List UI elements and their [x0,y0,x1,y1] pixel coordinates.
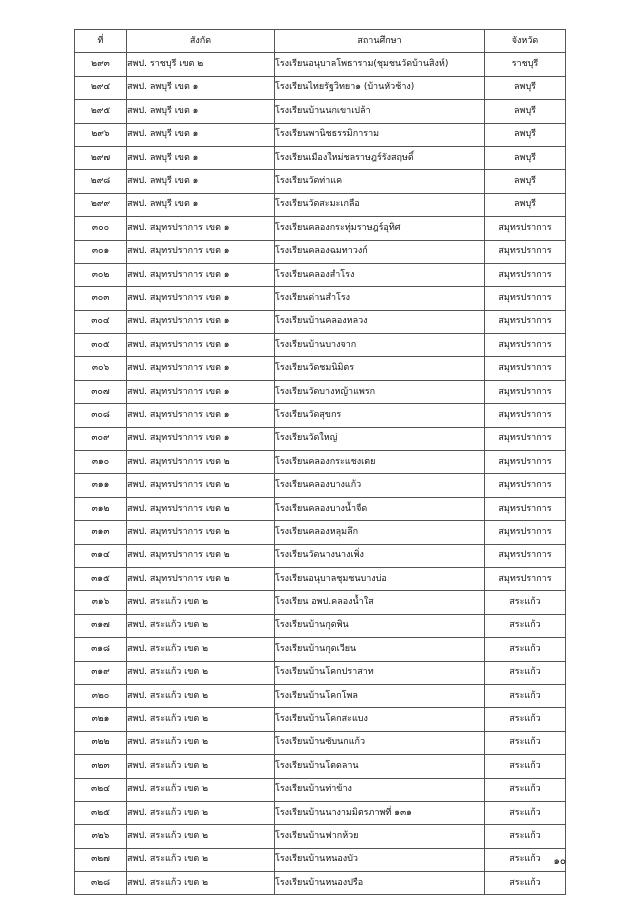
cell-no: ๓๒๖ [75,825,127,848]
cell-area: สพป. สมุทรปราการ เขต ๑ [127,240,275,263]
cell-school: โรงเรียนคลองหลุมลึก [275,521,485,544]
cell-province: สมุทรปราการ [485,357,566,380]
cell-province: ลพบุรี [485,193,566,216]
header-no: ที่ [75,30,127,53]
cell-area: สพป. สระแก้ว เขต ๒ [127,778,275,801]
table-row [75,872,566,895]
table-row [75,100,566,123]
cell-area: สพป. ลพบุรี เขต ๑ [127,170,275,193]
cell-school: โรงเรียนบ้านหนองบัว [275,848,485,871]
cell-area: สพป. สมุทรปราการ เขต ๒ [127,567,275,590]
cell-no: ๓๑๐ [75,451,127,474]
cell-area: สพป. สมุทรปราการ เขต ๒ [127,474,275,497]
cell-province: สระแก้ว [485,638,566,661]
cell-school: โรงเรียนวัดท่าแค [275,170,485,193]
cell-no: ๓๑๘ [75,638,127,661]
cell-area: สพป. สระแก้ว เขต ๒ [127,591,275,614]
cell-no: ๓๑๙ [75,661,127,684]
cell-school: โรงเรียนคลองฉมทาวงก์ [275,240,485,263]
cell-province: สระแก้ว [485,684,566,707]
cell-school: โรงเรียนคลองบางแก้ว [275,474,485,497]
cell-school: โรงเรียนพานิชธรรมิการาม [275,123,485,146]
cell-no: ๒๙๘ [75,170,127,193]
cell-area: สพป. ลพบุรี เขต ๑ [127,100,275,123]
cell-school: โรงเรียน อพป.คลองน้ำใส [275,591,485,614]
cell-area: สพป. สระแก้ว เขต ๒ [127,872,275,895]
cell-province: สมุทรปราการ [485,544,566,567]
school-table [74,29,566,895]
cell-province: ลพบุรี [485,123,566,146]
table-row [75,778,566,801]
cell-province: สระแก้ว [485,848,566,871]
cell-area: สพป. สระแก้ว เขต ๒ [127,801,275,824]
cell-no: ๒๙๓ [75,53,127,76]
cell-no: ๓๒๑ [75,708,127,731]
cell-area: สพป. สมุทรปราการ เขต ๑ [127,334,275,357]
cell-province: สระแก้ว [485,872,566,895]
cell-school: โรงเรียนบ้านโคกสะแบง [275,708,485,731]
cell-area: สพป. สมุทรปราการ เขต ๑ [127,427,275,450]
cell-school: โรงเรียนคลองบางน้ำจืด [275,497,485,520]
cell-no: ๓๑๓ [75,521,127,544]
cell-no: ๓๐๐ [75,217,127,240]
cell-school: โรงเรียนไทยรัฐวิทยา๑ (บ้านหัวช้าง) [275,76,485,99]
cell-province: สมุทรปราการ [485,567,566,590]
cell-school: โรงเรียนคลองกระทุ่มราษฎร์อุทิศ [275,217,485,240]
table-header-row [75,30,566,53]
cell-area: สพป. สมุทรปราการ เขต ๒ [127,544,275,567]
cell-area: สพป. สระแก้ว เขต ๒ [127,825,275,848]
cell-no: ๓๐๓ [75,287,127,310]
cell-province: สมุทรปราการ [485,287,566,310]
cell-area: สพป. สระแก้ว เขต ๒ [127,755,275,778]
cell-school: โรงเรียนวัดสะมะเกลือ [275,193,485,216]
cell-school: โรงเรียนบ้านโคกโพล [275,684,485,707]
cell-area: สพป. สระแก้ว เขต ๒ [127,684,275,707]
cell-area: สพป. สระแก้ว เขต ๒ [127,708,275,731]
cell-area: สพป. สมุทรปราการ เขต ๒ [127,451,275,474]
table-row [75,170,566,193]
cell-area: สพป. สมุทรปราการ เขต ๑ [127,380,275,403]
cell-area: สพป. สมุทรปราการ เขต ๑ [127,217,275,240]
cell-province: สมุทรปราการ [485,474,566,497]
cell-province: สมุทรปราการ [485,404,566,427]
cell-no: ๓๐๙ [75,427,127,450]
cell-school: โรงเรียนวัดชมนิมิตร [275,357,485,380]
cell-no: ๒๙๕ [75,100,127,123]
cell-school: โรงเรียนบ้านนางามมิตรภาพที่ ๑๓๑ [275,801,485,824]
cell-province: สมุทรปราการ [485,263,566,286]
cell-province: ลพบุรี [485,146,566,169]
cell-province: ลพบุรี [485,100,566,123]
cell-school: โรงเรียนคลองสำโรง [275,263,485,286]
table-row [75,76,566,99]
cell-school: โรงเรียนบ้านซับนกแก้ว [275,731,485,754]
cell-province: สระแก้ว [485,825,566,848]
cell-province: สระแก้ว [485,755,566,778]
cell-no: ๓๒๗ [75,848,127,871]
cell-province: ราชบุรี [485,53,566,76]
cell-province: สระแก้ว [485,778,566,801]
cell-province: สมุทรปราการ [485,497,566,520]
cell-area: สพป. สระแก้ว เขต ๒ [127,731,275,754]
header-province: จังหวัด [485,30,566,53]
cell-area: สพป. ลพบุรี เขต ๑ [127,123,275,146]
cell-no: ๓๒๐ [75,684,127,707]
cell-no: ๓๐๑ [75,240,127,263]
cell-province: สระแก้ว [485,614,566,637]
cell-area: สพป. สมุทรปราการ เขต ๒ [127,497,275,520]
cell-province: ลพบุรี [485,170,566,193]
cell-province: สระแก้ว [485,731,566,754]
cell-school: โรงเรียนอนุบาลชุมชนบางบ่อ [275,567,485,590]
table-row [75,497,566,520]
table-row [75,357,566,380]
table-row [75,825,566,848]
table-row [75,263,566,286]
cell-school: โรงเรียนวัดบางหญ้าแพรก [275,380,485,403]
table-row [75,380,566,403]
cell-school: โรงเรียนบ้านโตดลาน [275,755,485,778]
cell-province: สมุทรปราการ [485,240,566,263]
cell-province: สระแก้ว [485,661,566,684]
cell-no: ๓๐๘ [75,404,127,427]
table-row [75,474,566,497]
cell-no: ๓๒๒ [75,731,127,754]
header-area: สังกัด [127,30,275,53]
cell-no: ๓๒๕ [75,801,127,824]
cell-area: สพป. ราชบุรี เขต ๒ [127,53,275,76]
cell-province: สมุทรปราการ [485,521,566,544]
cell-school: โรงเรียนบ้านหนองปรือ [275,872,485,895]
page-number: ๑๐ [553,856,566,867]
cell-province: สมุทรปราการ [485,427,566,450]
cell-school: โรงเรียนวัดนางนางเพิ่ง [275,544,485,567]
table-row [75,801,566,824]
cell-area: สพป. สมุทรปราการ เขต ๑ [127,310,275,333]
cell-school: โรงเรียนบ้านฟากห้วย [275,825,485,848]
table-row [75,544,566,567]
table-row [75,755,566,778]
table-row [75,240,566,263]
cell-no: ๒๙๗ [75,146,127,169]
cell-province: สระแก้ว [485,591,566,614]
cell-area: สพป. สระแก้ว เขต ๒ [127,661,275,684]
cell-school: โรงเรียนคลองกระแชงเตย [275,451,485,474]
cell-no: ๓๐๒ [75,263,127,286]
cell-province: สมุทรปราการ [485,310,566,333]
cell-area: สพป. ลพบุรี เขต ๑ [127,193,275,216]
cell-area: สพป. สระแก้ว เขต ๒ [127,638,275,661]
cell-area: สพป. สระแก้ว เขต ๒ [127,848,275,871]
table-row [75,684,566,707]
cell-no: ๓๐๔ [75,310,127,333]
table-row [75,427,566,450]
table-row [75,521,566,544]
table-row [75,591,566,614]
table-row [75,708,566,731]
table-row [75,848,566,871]
cell-school: โรงเรียนอนุบาลโพธาราม(ชุมชนวัดบ้านสิงห์) [275,53,485,76]
cell-area: สพป. ลพบุรี เขต ๑ [127,76,275,99]
cell-no: ๓๒๔ [75,778,127,801]
table-row [75,334,566,357]
cell-no: ๓๐๕ [75,334,127,357]
cell-province: สมุทรปราการ [485,380,566,403]
cell-no: ๒๙๔ [75,76,127,99]
table-row [75,123,566,146]
cell-area: สพป. สระแก้ว เขต ๒ [127,614,275,637]
cell-no: ๓๑๖ [75,591,127,614]
cell-province: สระแก้ว [485,708,566,731]
cell-school: โรงเรียนบ้านนกเขาเปล้า [275,100,485,123]
table-row [75,567,566,590]
table-row [75,146,566,169]
cell-school: โรงเรียนบ้านท่าข้าง [275,778,485,801]
cell-no: ๓๐๗ [75,380,127,403]
table-row [75,661,566,684]
cell-no: ๓๑๒ [75,497,127,520]
cell-no: ๓๑๗ [75,614,127,637]
cell-area: สพป. สมุทรปราการ เขต ๒ [127,521,275,544]
cell-school: โรงเรียนบ้านกุดพิน [275,614,485,637]
cell-area: สพป. สมุทรปราการ เขต ๑ [127,263,275,286]
table-row [75,310,566,333]
cell-school: โรงเรียนเมืองใหม่ชลราษฎร์รังสฤษดิ์ [275,146,485,169]
cell-province: ลพบุรี [485,76,566,99]
table-body [75,53,566,895]
cell-school: โรงเรียนด่านสำโรง [275,287,485,310]
cell-area: สพป. สมุทรปราการ เขต ๑ [127,287,275,310]
cell-school: โรงเรียนบ้านคลองหลวง [275,310,485,333]
table-row [75,193,566,216]
cell-province: สมุทรปราการ [485,334,566,357]
table-row [75,287,566,310]
table-row [75,217,566,240]
cell-area: สพป. ลพบุรี เขต ๑ [127,146,275,169]
cell-school: โรงเรียนบ้านกุดเวียน [275,638,485,661]
cell-province: สมุทรปราการ [485,217,566,240]
cell-no: ๒๙๖ [75,123,127,146]
cell-school: โรงเรียนวัดใหญ่ [275,427,485,450]
table-row [75,731,566,754]
cell-no: ๒๙๙ [75,193,127,216]
table-row [75,451,566,474]
cell-no: ๓๒๘ [75,872,127,895]
cell-school: โรงเรียนบ้านบางจาก [275,334,485,357]
cell-area: สพป. สมุทรปราการ เขต ๑ [127,404,275,427]
table-row [75,404,566,427]
table-row [75,53,566,76]
cell-no: ๓๑๕ [75,567,127,590]
cell-school: โรงเรียนวัดสุขกร [275,404,485,427]
table-row [75,638,566,661]
table-row [75,614,566,637]
cell-school: โรงเรียนบ้านโคกปราสาท [275,661,485,684]
cell-no: ๓๒๓ [75,755,127,778]
cell-province: สระแก้ว [485,801,566,824]
cell-no: ๓๑๔ [75,544,127,567]
cell-no: ๓๐๖ [75,357,127,380]
cell-province: สมุทรปราการ [485,451,566,474]
cell-no: ๓๑๑ [75,474,127,497]
cell-area: สพป. สมุทรปราการ เขต ๑ [127,357,275,380]
header-school: สถานศึกษา [275,30,485,53]
